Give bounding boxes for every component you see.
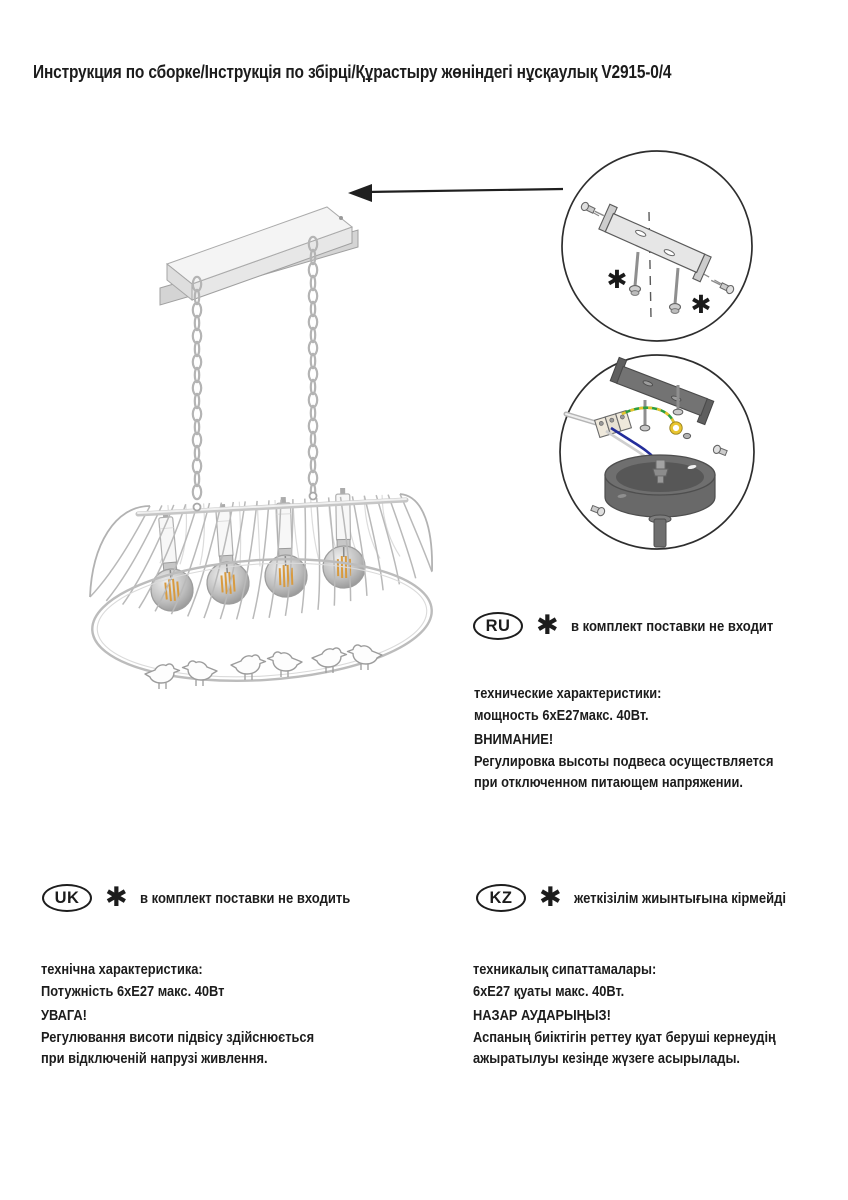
page-title: Инструкция по сборке/Інструкція по збірці/Құрастыру жөніндегі нұсқаулық V2915-0/4: [33, 62, 672, 82]
asterisk-icon: ✱: [539, 881, 562, 912]
detail-canopy-wiring: [560, 355, 754, 549]
chain-hook-left: [194, 504, 201, 511]
ceiling-plate: [160, 207, 358, 305]
kz-warning-title: НАЗАР АУДАРЫҢЫЗ!: [473, 1008, 611, 1024]
kz-specs-power: 6хЕ27 қуаты макс. 40Вт.: [473, 983, 625, 1000]
canopy-stem: [654, 519, 666, 547]
lang-badge-kz: KZ: [476, 884, 526, 912]
asterisk-icon: ✱: [536, 609, 559, 640]
kz-note-row: [476, 881, 817, 912]
asterisk-icon: ✱: [105, 881, 128, 912]
uk-specs-title: технічна характеристика:: [41, 962, 203, 978]
plate-screw-hole: [339, 216, 343, 220]
uk-warning-line: при відключеній напрузі живлення.: [41, 1051, 268, 1067]
uk-note-text: в комплект поставки не входить: [139, 889, 350, 907]
detail-mounting-bracket: [562, 151, 752, 341]
uk-warning-title: УВАГА!: [41, 1008, 87, 1024]
loose-nut: [683, 433, 690, 438]
lang-badge-ru: RU: [473, 612, 523, 640]
ru-specs-power: мощность 6хЕ27макс. 40Вт.: [474, 707, 649, 724]
ru-specs-title: технические характеристики:: [474, 686, 662, 702]
ru-warning-title: ВНИМАНИЕ!: [474, 732, 554, 748]
kz-specs: [473, 960, 776, 1071]
ru-specs: [474, 684, 773, 795]
ru-warning-line: Регулировка высоты подвеса осуществляется: [474, 753, 774, 770]
bulb-1: [144, 509, 195, 612]
arrowhead-icon: [348, 184, 372, 202]
ru-warning-line: при отключенном питающем напряжении.: [474, 775, 743, 791]
chain-hook-right: [310, 493, 317, 500]
bulb-3: [262, 496, 307, 597]
cage-shade: [89, 488, 436, 691]
kz-note-text: жеткізілім жиынтығына кірмейді: [573, 889, 786, 907]
lang-badge-uk: UK: [42, 884, 92, 912]
ru-note-text: в комплект поставки не входит: [570, 617, 773, 635]
callout-arrow: [348, 184, 563, 202]
kz-specs-title: техникалық сипаттамалары:: [473, 962, 657, 978]
chain-right: [309, 237, 317, 498]
chain-left: [193, 277, 201, 499]
kz-warning-line: Аспаның биіктігін реттеу қуат беруші кернеудің: [473, 1029, 776, 1046]
bird-2: [183, 661, 218, 686]
uk-specs: [41, 960, 314, 1071]
kz-warning-line: ажыратылуы кезінде жүзеге асырылады.: [473, 1051, 740, 1067]
asterisk-icon: ✱: [606, 266, 628, 294]
uk-specs-power: Потужність 6хЕ27 макс. 40Вт: [41, 983, 225, 1000]
asterisk-icon: ✱: [690, 291, 712, 319]
ru-note-row: [473, 609, 803, 640]
uk-warning-line: Регулювання висоти підвісу здійснюється: [41, 1029, 315, 1046]
uk-note-row: [42, 881, 381, 912]
